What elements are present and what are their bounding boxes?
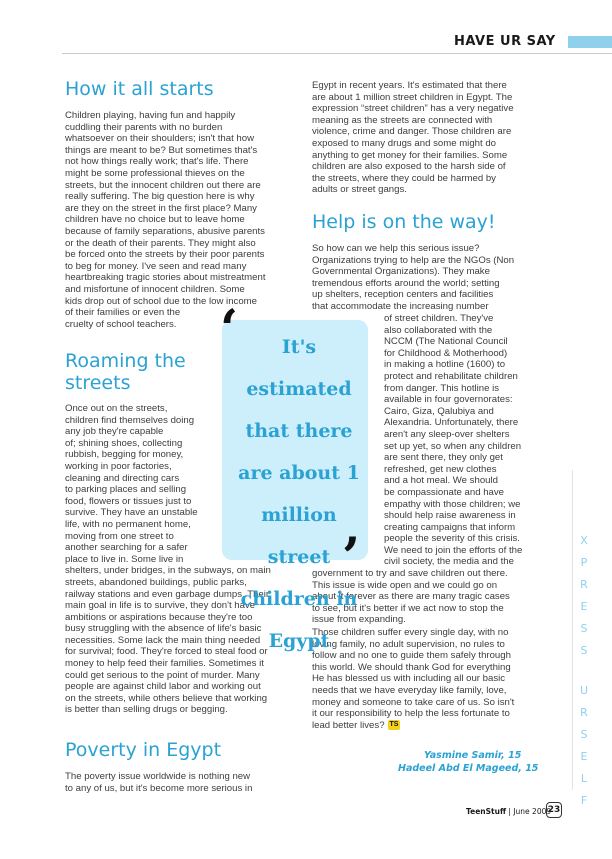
text-line: lead better lives? TS [312, 719, 399, 731]
footer [466, 807, 551, 816]
text-line: for Childhood & Motherhood) [384, 347, 508, 359]
text-line: children are also exposed to the harsh side of [312, 161, 506, 173]
text-line: Egypt in recent years. It's estimated that there [312, 80, 507, 91]
text-line: moving from one street to [65, 530, 174, 542]
side-banner-letter: S [580, 644, 590, 657]
text-line: in making a hotline (1600) to [384, 359, 506, 371]
text-line: main goal in life is to survive, they don't have [65, 600, 256, 612]
text-line: civil society, the media and the [384, 556, 514, 568]
text-line: Children playing, having fun and happily [65, 110, 236, 121]
text-line: Once out on the streets, [65, 403, 168, 414]
text-line: This issue is wide open and we could go on [312, 579, 498, 591]
heading-how-it-all-starts: How it all starts [65, 78, 214, 100]
text-line: things are meant to be? But sometimes that's [65, 144, 258, 156]
section-accent-bar [568, 36, 612, 48]
header-divider [62, 53, 612, 54]
text-line: refreshed, get new clothes [384, 463, 497, 475]
text-line: and misfortune of innocent children. Some [65, 283, 245, 295]
text-line: adults or street gangs. [312, 184, 407, 196]
section-label: HAVE UR SAY [454, 34, 556, 49]
text-line: Alexandria. Unfortunately, there [384, 417, 519, 429]
paragraph-how-it-all-starts [65, 110, 295, 330]
text-line: Governmental Organizations). They make [312, 266, 490, 278]
text-line: government to try and save children out there. [312, 568, 508, 579]
end-mark-badge: TS [389, 721, 399, 729]
text-line: because of family separations, abusive parents [65, 225, 265, 237]
text-line: really suffering. The big question here is why [65, 191, 255, 203]
text-line: ambitions or aspirations because they're too [65, 611, 253, 623]
text-line: So how can we help this serious issue? [312, 243, 480, 254]
side-banner-letter: P [580, 556, 590, 569]
text-line: survive. They have an unstable [65, 507, 198, 519]
text-line: to any of us, but it's become more serious in [65, 782, 253, 794]
text-line: Cairo, Giza, Qalubiya and [384, 405, 494, 417]
text-line: of street children. They've [384, 313, 494, 324]
side-banner-letter: S [580, 622, 590, 635]
text-line: on the streets, while others believe that working [65, 692, 268, 704]
text-line: follow and no one to guide them safely through [312, 650, 511, 662]
text-line: issue from expanding. [312, 614, 406, 626]
text-line: NCCM (The National Council [384, 336, 508, 348]
text-line: cleaning and directing cars [65, 472, 180, 484]
text-line: creating campaigns that inform [384, 521, 516, 533]
quote-open-mark: ‘ [220, 299, 239, 360]
text-line: aren't any sleep-over shelters [384, 428, 510, 440]
text-line: necessities. Some lack the main thing needed [65, 634, 261, 646]
text-line: life, with no permanent home, [65, 518, 191, 530]
side-banner-letter: X [580, 534, 590, 547]
text-line: people are against child labor and working out [65, 681, 261, 693]
issue-date: | June 2009 [506, 807, 552, 816]
text-line: for survival; food. They're forced to steal food or [65, 646, 268, 658]
page-number: 23 [546, 802, 562, 818]
text-line: place to live in. Some live in [65, 553, 184, 565]
text-line: are they on the street in the first place? Many [65, 202, 257, 214]
pull-quote-text [228, 326, 370, 662]
text-line: might be some professional thieves on the [65, 167, 245, 179]
text-line: about it forever as there are many tragic cases [312, 591, 510, 603]
text-line: kids drop out of school due to the low income [65, 295, 257, 307]
text-line: this world. We should thank God for everything [312, 661, 511, 673]
side-banner-word2 [578, 680, 592, 812]
side-banner-letter: L [580, 772, 590, 785]
heading-roaming-line1: Roaming the [65, 350, 186, 372]
text-line: is better than selling drugs or begging. [65, 704, 228, 716]
text-line: railway stations and even garbage dumps. Their [65, 588, 270, 600]
author-1: Yasmine Samir, 15 [424, 750, 522, 761]
text-line: be compassionate and have [384, 486, 505, 498]
text-line: Those children suffer every single day, with no [312, 627, 509, 638]
text-line: Organizations trying to help are the NGOs (Non [312, 254, 515, 266]
pull-quote-line: that there [245, 420, 353, 442]
heading-poverty-in-egypt: Poverty in Egypt [65, 739, 222, 761]
side-banner-letter: S [580, 728, 590, 741]
side-banner-letter: R [580, 578, 590, 591]
text-line: of; shining shoes, collecting [65, 437, 183, 449]
text-line: also collaborated with the [384, 324, 493, 336]
text-line: another searching for a safer [65, 542, 188, 554]
text-line: and a hot meal. We should [384, 475, 498, 487]
text-line: The poverty issue worldwide is nothing new [65, 771, 251, 782]
text-line: to beg for money. I've seen and read many [65, 260, 247, 272]
text-line: any job they're capable [65, 426, 164, 438]
text-line: protect and rehabilitate children [384, 370, 518, 382]
side-banner-letter: U [579, 684, 591, 697]
pull-quote-line: Egypt [268, 630, 330, 652]
text-line: expression “street children” has a very negative [312, 103, 514, 115]
text-line: needs that we have everyday like family, love, [312, 684, 507, 696]
text-line: streets, abandoned buildings, public parks, [65, 576, 247, 588]
text-line: set up yet, so when any children [384, 440, 522, 452]
paragraph-egypt-intro [312, 80, 562, 196]
text-line: people the severity of this crisis. [384, 533, 520, 545]
text-line: whatsoever on their shoulders; isn't that how [65, 133, 255, 145]
heading-help-is-on-the-way: Help is on the way! [312, 211, 496, 233]
text-line: available in four governorates: [384, 394, 513, 406]
text-line: working in poor factories, [65, 460, 172, 472]
text-line: shelters, under bridges, in the subways, on main [65, 565, 271, 577]
text-line: food, flowers or tissues just to [65, 495, 192, 507]
heading-roaming-line2: streets [65, 372, 131, 394]
side-banner-letter: E [580, 600, 590, 613]
text-line: money and someone to take care of us. So isn't [312, 696, 515, 708]
text-line: streets, but the innocent children out there are [65, 179, 261, 191]
text-line: should help raise awareness in [384, 510, 516, 522]
text-line: could get serious to the point of murder. Many [65, 669, 260, 681]
side-banner-word1 [578, 530, 592, 662]
pull-quote-line: children in [240, 588, 358, 610]
text-line: that accommodate the increasing number [312, 300, 489, 312]
text-line: rubbish, begging for money, [65, 449, 184, 461]
text-line: children have no choice but to leave home [65, 214, 245, 226]
text-line: it our responsibility to help the less fortunate to [312, 708, 510, 720]
text-line: of their families or even the [65, 307, 181, 319]
text-line: loving family, no adult supervision, no rules to [312, 638, 505, 650]
text-line: cruelty of school teachers. [65, 318, 177, 330]
text-line: to parking places and selling [65, 484, 187, 496]
side-divider [572, 470, 573, 790]
text-line: the streets, where they could be harmed by [312, 172, 496, 184]
pull-quote-line: It's estimated [246, 336, 352, 400]
text-line: not how things really work; that's life. There [65, 156, 249, 168]
text-line: violence, crime and danger. Those children are [312, 126, 512, 138]
text-line: from danger. This hotline is [384, 382, 500, 394]
text-line: We need to join the efforts of the [384, 544, 523, 556]
text-line: heartbreaking tragic stories about mistreatment [65, 272, 266, 284]
text-line: anything to get money for their families. Some [312, 149, 508, 161]
pull-quote-line: million street [261, 504, 337, 568]
text-line: cuddling their parents with no burden [65, 121, 223, 133]
side-banner-letter: R [580, 706, 590, 719]
text-line: or the death of their parents. They might also [65, 237, 256, 249]
text-line: to see, but it's better if we act now to stop the [312, 602, 504, 614]
paragraph-poverty-in-egypt [65, 771, 305, 794]
quote-close-mark: ’ [342, 527, 361, 588]
author-2: Hadeel Abd El Mageed, 15 [398, 763, 539, 774]
text-line: are sent there, they only get [384, 452, 503, 464]
text-line: children find themselves doing [65, 414, 195, 426]
paragraph-help-narrow [384, 313, 564, 568]
text-line: busy struggling with the absence of life's basic [65, 623, 262, 635]
magazine-name: TeenStuff [466, 807, 507, 816]
text-line: He has blessed us with including all our basic [312, 673, 506, 685]
pull-quote-line: are about 1 [238, 462, 360, 484]
text-line: money to help feed their families. Sometimes it [65, 658, 264, 670]
side-banner-letter: E [580, 750, 590, 763]
text-line: meaning as the streets are connected with [312, 114, 493, 126]
side-banner-letter: F [580, 794, 590, 807]
text-line: are about 1 million street children in Egypt. The [312, 91, 513, 103]
text-line: tremendous efforts around the world; setting [312, 277, 500, 289]
text-line: exposed to many drugs and some might do [312, 137, 496, 149]
text-line: be forced onto the streets by their poor parents [65, 249, 265, 261]
text-line: empathy with those children; we [384, 498, 521, 510]
text-line: up shelters, reception centers and facilities [312, 289, 494, 301]
paragraph-help-wide [312, 243, 562, 313]
